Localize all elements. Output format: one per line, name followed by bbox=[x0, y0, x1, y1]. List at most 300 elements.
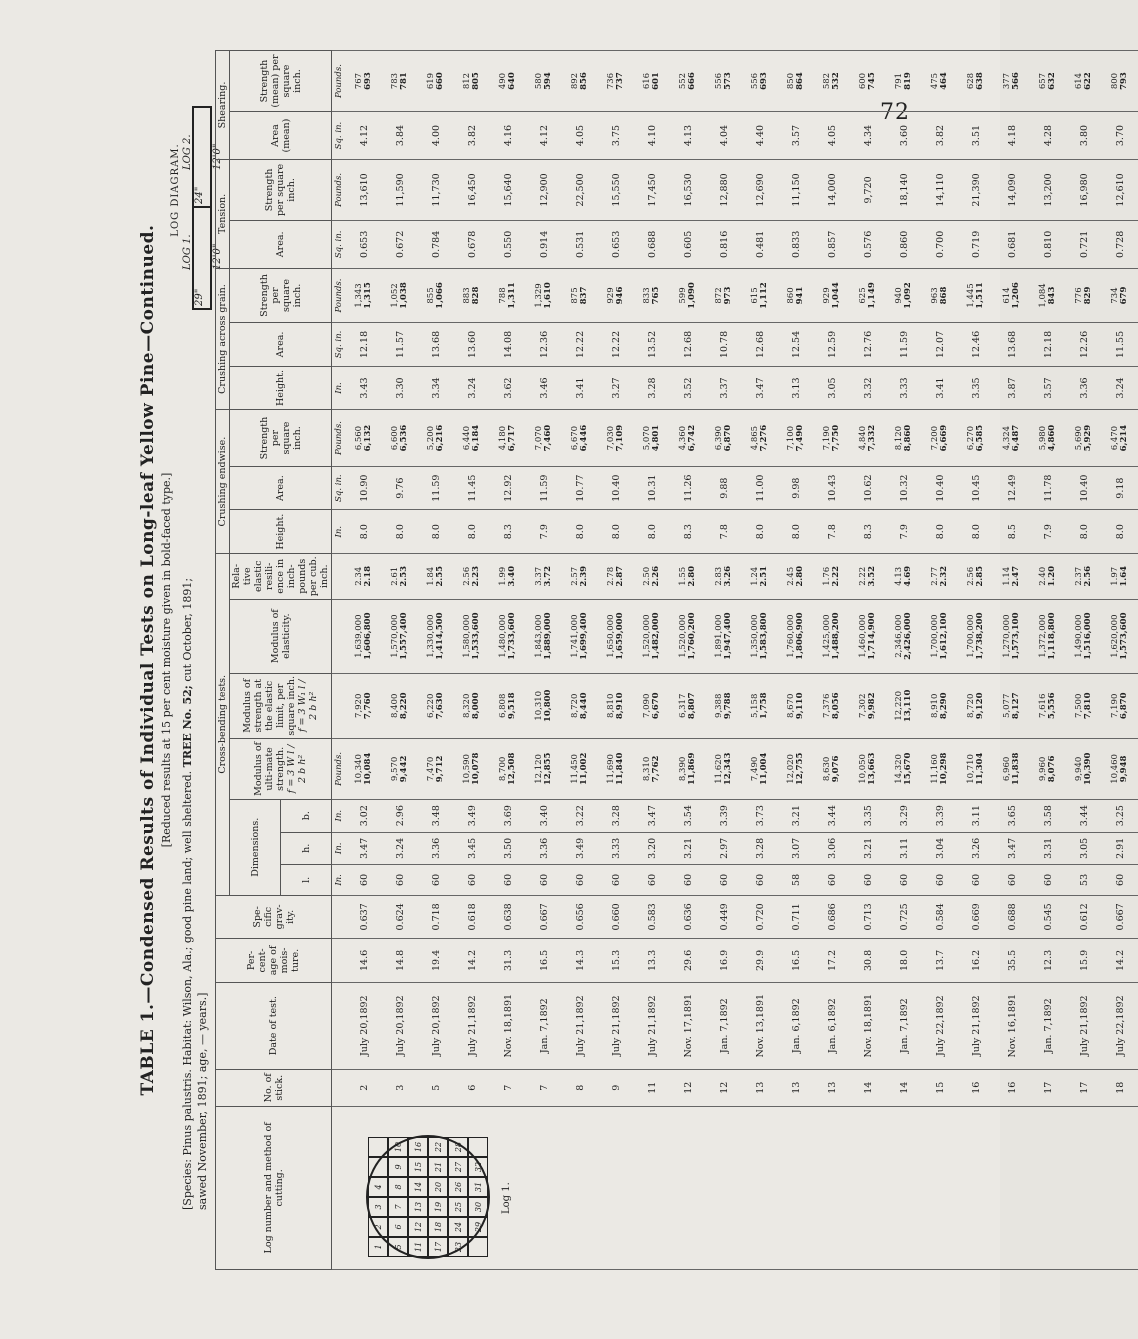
log-grid-cell: 31 bbox=[468, 1177, 488, 1197]
dim-h: 2.91 bbox=[1102, 832, 1138, 865]
ce-strength-value: 7,460 bbox=[543, 424, 553, 452]
ce-height: 7.8 bbox=[814, 510, 850, 554]
moisture: 29.9 bbox=[742, 939, 778, 983]
specific-gravity: 0.636 bbox=[670, 895, 706, 939]
ca-strength bbox=[454, 268, 490, 322]
group-tension: Tension. bbox=[216, 159, 230, 268]
s-area: 4.40 bbox=[742, 112, 778, 160]
ce-strength bbox=[814, 410, 850, 467]
resilience-value: 2.47 bbox=[1011, 565, 1021, 587]
dim-b: 3.49 bbox=[454, 799, 490, 832]
mod-elastic-limit-value: 7,376 bbox=[822, 693, 832, 718]
s-strength-value: 793 bbox=[1119, 72, 1129, 90]
s-strength-value: 856 bbox=[579, 72, 589, 90]
s-strength bbox=[1102, 51, 1138, 112]
ca-strength-value: 1,052 bbox=[390, 283, 400, 308]
mod-rupture-value: 7,762 bbox=[651, 755, 661, 783]
ca-strength-value: 1,044 bbox=[831, 282, 841, 309]
ca-strength-value: 940 bbox=[894, 287, 904, 304]
resilience-value: 3.52 bbox=[867, 565, 877, 587]
dim-l: 60 bbox=[922, 865, 958, 895]
mod-elasticity bbox=[670, 599, 706, 673]
dim-h: 3.47 bbox=[346, 832, 382, 865]
ce-strength bbox=[526, 410, 562, 467]
stick-number: 7 bbox=[526, 1069, 562, 1106]
s-strength bbox=[706, 51, 742, 112]
resilience bbox=[562, 553, 598, 599]
mod-elasticity-value: 1,738,200 bbox=[975, 612, 985, 660]
s-strength bbox=[1030, 51, 1066, 112]
ce-area: 9.76 bbox=[382, 466, 418, 510]
specific-gravity: 0.545 bbox=[1030, 895, 1066, 939]
ce-height: 8.3 bbox=[490, 510, 526, 554]
test-date: July 21,1892 bbox=[958, 982, 994, 1069]
mod-elastic-limit bbox=[634, 673, 670, 738]
t-area: 0.653 bbox=[346, 220, 382, 268]
s-strength-value: 619 bbox=[426, 72, 436, 90]
ca-strength bbox=[994, 268, 1030, 322]
moisture: 29.6 bbox=[670, 939, 706, 983]
moisture: 14.6 bbox=[346, 939, 382, 983]
mod-rupture bbox=[382, 738, 418, 799]
dim-l: 60 bbox=[850, 865, 886, 895]
table-row bbox=[1030, 51, 1066, 1270]
specific-gravity: 0.711 bbox=[778, 895, 814, 939]
s-area: 4.18 bbox=[994, 112, 1030, 160]
log-grid-cell: 24 bbox=[448, 1217, 468, 1237]
ca-strength-value: 1,610 bbox=[543, 282, 553, 309]
test-date: July 21,1892 bbox=[562, 982, 598, 1069]
mod-rupture-value: 9,960 bbox=[1038, 756, 1048, 782]
mod-elastic-limit bbox=[850, 673, 886, 738]
test-date: July 21,1892 bbox=[1066, 982, 1102, 1069]
s-strength-value: 736 bbox=[606, 72, 616, 90]
log-grid-cell bbox=[368, 1157, 388, 1177]
dim-b: 3.22 bbox=[562, 799, 598, 832]
s-area: 3.60 bbox=[886, 112, 922, 160]
resilience-value: 2.53 bbox=[399, 565, 409, 587]
mod-elastic-limit bbox=[886, 673, 922, 738]
specific-gravity: 0.725 bbox=[886, 895, 922, 939]
ca-height: 3.57 bbox=[1030, 366, 1066, 410]
mod-rupture-value: 11,838 bbox=[1011, 752, 1021, 786]
mod-rupture-value: 11,160 bbox=[930, 754, 940, 784]
unit-cell: In. bbox=[332, 865, 347, 895]
ca-height: 3.27 bbox=[598, 366, 634, 410]
t-area: 0.653 bbox=[598, 220, 634, 268]
group-crushing-end: Crushing endwise. bbox=[216, 410, 230, 554]
log1-label: LOG 1. bbox=[182, 234, 193, 270]
tree-cut-date: cut October, 1891; bbox=[181, 577, 194, 682]
t-strength: 14,090 bbox=[994, 159, 1030, 220]
ca-strength-value: 1,092 bbox=[903, 282, 913, 309]
s-area: 3.51 bbox=[958, 112, 994, 160]
mod-rupture-value: 15,670 bbox=[903, 752, 913, 786]
ce-area: 10.62 bbox=[850, 466, 886, 510]
mod-rupture-value: 9,570 bbox=[390, 756, 400, 782]
s-strength-value: 556 bbox=[750, 72, 760, 90]
resilience-value: 1.14 bbox=[1002, 566, 1012, 586]
s-strength-value: 601 bbox=[651, 72, 661, 90]
mod-elastic-limit-value: 1,758 bbox=[759, 692, 769, 720]
t-strength: 11,150 bbox=[778, 159, 814, 220]
s-strength bbox=[994, 51, 1030, 112]
t-area: 0.810 bbox=[1030, 220, 1066, 268]
stick-number: 17 bbox=[1030, 1069, 1066, 1106]
resilience-value: 1.20 bbox=[1047, 565, 1057, 587]
t-area: 0.914 bbox=[526, 220, 562, 268]
mod-rupture-value: 8,390 bbox=[678, 756, 688, 782]
s-area: 4.00 bbox=[418, 112, 454, 160]
mod-elasticity-value: 1,699,400 bbox=[579, 612, 589, 660]
dim-h: 3.49 bbox=[562, 832, 598, 865]
t-strength: 14,000 bbox=[814, 159, 850, 220]
dim-b: 3.69 bbox=[490, 799, 526, 832]
ce-area: 10.40 bbox=[598, 466, 634, 510]
resilience-value: 1.76 bbox=[822, 566, 832, 586]
s-area: 3.80 bbox=[1066, 112, 1102, 160]
ca-strength-value: 883 bbox=[462, 287, 472, 304]
mod-rupture-value: 12,755 bbox=[795, 752, 805, 786]
resilience bbox=[778, 553, 814, 599]
dim-l: 60 bbox=[958, 865, 994, 895]
mod-rupture bbox=[454, 738, 490, 799]
ca-height: 3.34 bbox=[418, 366, 454, 410]
table-row bbox=[922, 51, 958, 1270]
mod-elastic-limit bbox=[958, 673, 994, 738]
ca-strength bbox=[778, 268, 814, 322]
ca-strength bbox=[634, 268, 670, 322]
resilience bbox=[382, 553, 418, 599]
col-t-area: Area. bbox=[230, 220, 332, 268]
log-diagram-label: LOG DIAGRAM. bbox=[170, 143, 181, 237]
stick-number: 16 bbox=[994, 1069, 1030, 1106]
test-date: July 21,1892 bbox=[454, 982, 490, 1069]
ce-strength-value: 6,270 bbox=[966, 425, 976, 451]
resilience-value: 3.40 bbox=[507, 565, 517, 587]
mod-elasticity bbox=[778, 599, 814, 673]
resilience-value: 1.97 bbox=[1110, 566, 1120, 586]
s-strength-value: 616 bbox=[642, 72, 652, 90]
ce-strength-value: 7,030 bbox=[606, 425, 616, 451]
mod-elastic-limit bbox=[922, 673, 958, 738]
t-strength: 13,200 bbox=[1030, 159, 1066, 220]
ca-strength bbox=[490, 268, 526, 322]
t-strength: 22,500 bbox=[562, 159, 598, 220]
mod-elasticity bbox=[886, 599, 922, 673]
units-row bbox=[332, 51, 347, 1270]
mod-elasticity-value: 1,760,000 bbox=[786, 614, 796, 658]
ca-strength bbox=[1030, 268, 1066, 322]
mod-rupture-value: 10,084 bbox=[363, 752, 373, 786]
mod-elasticity-value: 1,889,000 bbox=[543, 612, 553, 660]
mod-elasticity bbox=[418, 599, 454, 673]
s-strength bbox=[850, 51, 886, 112]
specific-gravity: 0.637 bbox=[346, 895, 382, 939]
mod-elastic-limit-value: 6,870 bbox=[1119, 692, 1129, 720]
stick-number: 2 bbox=[346, 1069, 382, 1106]
log-grid-cell: 29 bbox=[468, 1217, 488, 1237]
ca-strength-value: 765 bbox=[651, 286, 661, 305]
t-area: 0.481 bbox=[742, 220, 778, 268]
mod-rupture-value: 14,320 bbox=[894, 754, 904, 784]
ce-strength-value: 6,560 bbox=[354, 425, 364, 451]
ce-strength-value: 5,980 bbox=[1038, 425, 1048, 451]
mod-elastic-limit-value: 9,518 bbox=[507, 692, 517, 720]
mod-elasticity bbox=[1102, 599, 1138, 673]
ca-area: 12.07 bbox=[922, 323, 958, 367]
log-grid-cell bbox=[468, 1237, 488, 1257]
moisture: 30.8 bbox=[850, 939, 886, 983]
mod-elastic-limit bbox=[994, 673, 1030, 738]
resilience-value: 2.85 bbox=[975, 565, 985, 587]
ca-strength bbox=[814, 268, 850, 322]
resilience bbox=[454, 553, 490, 599]
ce-area: 11.00 bbox=[742, 466, 778, 510]
table-row bbox=[850, 51, 886, 1270]
table-row bbox=[778, 51, 814, 1270]
log-grid-cell: 16 bbox=[408, 1137, 428, 1157]
resilience-value: 2.55 bbox=[435, 565, 445, 587]
dim-h: 3.20 bbox=[634, 832, 670, 865]
s-strength-value: 614 bbox=[1074, 72, 1084, 90]
test-date: Nov. 18,1891 bbox=[490, 982, 526, 1069]
table-row bbox=[670, 51, 706, 1270]
dim-b: 3.25 bbox=[1102, 799, 1138, 832]
mod-elasticity-value: 1,520,000 bbox=[678, 614, 688, 658]
log-grid-cell: 14 bbox=[408, 1177, 428, 1197]
ce-strength-value: 6,446 bbox=[579, 424, 589, 452]
resilience-value: 4.69 bbox=[903, 565, 913, 587]
dim-b: 3.40 bbox=[526, 799, 562, 832]
dim-b: 3.73 bbox=[742, 799, 778, 832]
t-area: 0.833 bbox=[778, 220, 814, 268]
specific-gravity: 0.449 bbox=[706, 895, 742, 939]
t-area: 0.860 bbox=[886, 220, 922, 268]
ca-strength-value: 843 bbox=[1047, 286, 1057, 305]
log-grid-cell: 7 bbox=[388, 1197, 408, 1217]
stick-number: 18 bbox=[1102, 1069, 1138, 1106]
mod-rupture bbox=[634, 738, 670, 799]
t-area: 0.719 bbox=[958, 220, 994, 268]
ce-area: 10.31 bbox=[634, 466, 670, 510]
t-strength: 16,530 bbox=[670, 159, 706, 220]
t-strength: 15,640 bbox=[490, 159, 526, 220]
ce-strength bbox=[670, 410, 706, 467]
ce-strength-value: 7,750 bbox=[831, 424, 841, 452]
ca-area: 12.22 bbox=[562, 323, 598, 367]
ca-area: 12.18 bbox=[1030, 323, 1066, 367]
ca-height: 3.30 bbox=[382, 366, 418, 410]
s-area: 4.05 bbox=[562, 112, 598, 160]
ce-strength-value: 5,070 bbox=[642, 425, 652, 451]
ce-area: 10.40 bbox=[1066, 466, 1102, 510]
resilience-value: 3.26 bbox=[723, 565, 733, 587]
mod-elasticity bbox=[382, 599, 418, 673]
ca-strength-value: 929 bbox=[822, 287, 832, 304]
s-strength-value: 594 bbox=[543, 72, 553, 90]
unit-cell bbox=[332, 1069, 347, 1106]
s-strength-value: 490 bbox=[498, 72, 508, 90]
dim-b: 3.44 bbox=[814, 799, 850, 832]
t-area: 0.721 bbox=[1066, 220, 1102, 268]
log-grid-cell bbox=[468, 1137, 488, 1157]
resilience-value: 2.45 bbox=[786, 566, 796, 586]
ca-area: 12.68 bbox=[670, 323, 706, 367]
mod-elastic-limit-value: 12,220 bbox=[894, 690, 904, 721]
moisture: 16.9 bbox=[706, 939, 742, 983]
moisture: 13.3 bbox=[634, 939, 670, 983]
ca-strength-value: 1,090 bbox=[687, 282, 697, 309]
ce-strength bbox=[562, 410, 598, 467]
moisture: 12.3 bbox=[1030, 939, 1066, 983]
mod-elasticity-value: 1,330,000 bbox=[426, 614, 436, 658]
ca-area: 12.22 bbox=[598, 323, 634, 367]
ca-strength-value: 1,315 bbox=[363, 282, 373, 309]
ca-height: 3.41 bbox=[562, 366, 598, 410]
table-row bbox=[1066, 51, 1102, 1270]
stick-number: 16 bbox=[958, 1069, 994, 1106]
unit-cell: Sq. in. bbox=[332, 112, 347, 160]
resilience bbox=[634, 553, 670, 599]
mod-elasticity bbox=[994, 599, 1030, 673]
ca-area: 12.59 bbox=[814, 323, 850, 367]
ca-strength-value: 1,149 bbox=[867, 282, 877, 309]
mod-rupture-value: 11,690 bbox=[606, 754, 616, 784]
ce-strength-value: 4,180 bbox=[498, 425, 508, 451]
table-row bbox=[958, 51, 994, 1270]
unit-cell bbox=[332, 895, 347, 939]
col-moisture: Per-cent-age of mois-ture. bbox=[216, 939, 332, 983]
t-strength: 12,690 bbox=[742, 159, 778, 220]
ca-strength-value: 973 bbox=[723, 286, 733, 305]
dim-b: 3.28 bbox=[598, 799, 634, 832]
t-strength: 13,610 bbox=[346, 159, 382, 220]
s-strength bbox=[490, 51, 526, 112]
mod-rupture-value: 8,630 bbox=[822, 756, 832, 782]
mod-elasticity-value: 1,583,800 bbox=[759, 612, 769, 660]
mod-rupture bbox=[958, 738, 994, 799]
mod-rupture-value: 11,620 bbox=[714, 754, 724, 784]
log-grid-cell: 1 bbox=[368, 1237, 388, 1257]
ce-area: 9.18 bbox=[1102, 466, 1138, 510]
mod-elastic-limit-value: 9,120 bbox=[975, 692, 985, 720]
ce-strength bbox=[1030, 410, 1066, 467]
mod-elasticity bbox=[346, 599, 382, 673]
resilience bbox=[994, 553, 1030, 599]
mod-rupture bbox=[598, 738, 634, 799]
mod-elastic-limit-value: 7,190 bbox=[1110, 693, 1120, 718]
moisture: 15.3 bbox=[598, 939, 634, 983]
dim-l: 60 bbox=[994, 865, 1030, 895]
ca-height: 3.46 bbox=[526, 366, 562, 410]
ca-height: 3.24 bbox=[1102, 366, 1138, 410]
resilience-value: 2.87 bbox=[615, 565, 625, 587]
mod-elasticity-value: 1,843,000 bbox=[534, 614, 544, 658]
ce-height: 8.0 bbox=[562, 510, 598, 554]
col-ca-height: Height. bbox=[230, 366, 332, 410]
ce-height: 8.0 bbox=[1102, 510, 1138, 554]
mod-elasticity-value: 1,270,000 bbox=[1002, 614, 1012, 658]
dim-h: 3.31 bbox=[1030, 832, 1066, 865]
ce-area: 11.59 bbox=[418, 466, 454, 510]
ca-area: 13.60 bbox=[454, 323, 490, 367]
ce-strength-value: 7,200 bbox=[930, 425, 940, 451]
mod-elastic-limit-value: 7,302 bbox=[858, 693, 868, 718]
ca-strength-value: 1,343 bbox=[354, 283, 364, 308]
resilience-value: 2.39 bbox=[579, 565, 589, 587]
ce-area: 11.45 bbox=[454, 466, 490, 510]
dim-b: 3.29 bbox=[886, 799, 922, 832]
moisture: 14.2 bbox=[454, 939, 490, 983]
ce-strength-value: 6,585 bbox=[975, 424, 985, 452]
log-grid-cell: 25 bbox=[448, 1197, 468, 1217]
resilience-value: 2.56 bbox=[966, 566, 976, 586]
test-date: July 20,1892 bbox=[382, 982, 418, 1069]
group-dimensions: Dimensions. bbox=[230, 799, 281, 895]
ca-height: 3.13 bbox=[778, 366, 814, 410]
log1-length: 12'0" bbox=[212, 243, 223, 270]
ca-area: 11.59 bbox=[886, 323, 922, 367]
ce-area: 10.40 bbox=[922, 466, 958, 510]
table-row bbox=[994, 51, 1030, 1270]
test-date: Jan. 7,1892 bbox=[886, 982, 922, 1069]
table-row bbox=[526, 51, 562, 1270]
ce-strength-value: 7,276 bbox=[759, 424, 769, 452]
ca-strength-value: 1,511 bbox=[975, 282, 985, 309]
mod-elastic-limit-value: 8,440 bbox=[579, 692, 589, 720]
t-area: 0.700 bbox=[922, 220, 958, 268]
ce-area: 11.26 bbox=[670, 466, 706, 510]
s-strength-value: 628 bbox=[966, 72, 976, 90]
ca-strength-value: 614 bbox=[1002, 287, 1012, 304]
dim-l: 60 bbox=[634, 865, 670, 895]
ce-strength-value: 6,717 bbox=[507, 424, 517, 452]
mod-rupture-value: 12,855 bbox=[543, 752, 553, 786]
ce-area: 11.78 bbox=[1030, 466, 1066, 510]
mod-elastic-limit bbox=[706, 673, 742, 738]
moisture: 18.0 bbox=[886, 939, 922, 983]
dim-l: 60 bbox=[886, 865, 922, 895]
ce-strength-value: 7,109 bbox=[615, 424, 625, 452]
specific-gravity: 0.667 bbox=[526, 895, 562, 939]
mod-elasticity-value: 1,573,100 bbox=[1011, 612, 1021, 660]
mod-elastic-limit bbox=[562, 673, 598, 738]
stick-number: 14 bbox=[850, 1069, 886, 1106]
ca-strength bbox=[1066, 268, 1102, 322]
s-strength-value: 556 bbox=[714, 72, 724, 90]
resilience-value: 3.37 bbox=[534, 566, 544, 586]
mod-elasticity-value: 1,350,000 bbox=[750, 614, 760, 658]
mod-rupture-value: 10,078 bbox=[471, 752, 481, 786]
t-area: 0.816 bbox=[706, 220, 742, 268]
log-grid-cell: 21 bbox=[428, 1157, 448, 1177]
test-date: July 21,1892 bbox=[634, 982, 670, 1069]
mod-elasticity bbox=[1066, 599, 1102, 673]
mod-rupture-value: 12,508 bbox=[507, 752, 517, 786]
resilience-value: 2.37 bbox=[1074, 566, 1084, 586]
specific-gravity: 0.667 bbox=[1102, 895, 1138, 939]
log-grid-cell: 26 bbox=[448, 1177, 468, 1197]
dim-b: 3.65 bbox=[994, 799, 1030, 832]
resilience bbox=[922, 553, 958, 599]
resilience-value: 2.77 bbox=[930, 566, 940, 586]
resilience bbox=[526, 553, 562, 599]
table-body bbox=[332, 51, 1138, 1270]
ca-area: 12.18 bbox=[346, 323, 382, 367]
col-ca-area: Area. bbox=[230, 323, 332, 367]
ca-area: 11.57 bbox=[382, 323, 418, 367]
